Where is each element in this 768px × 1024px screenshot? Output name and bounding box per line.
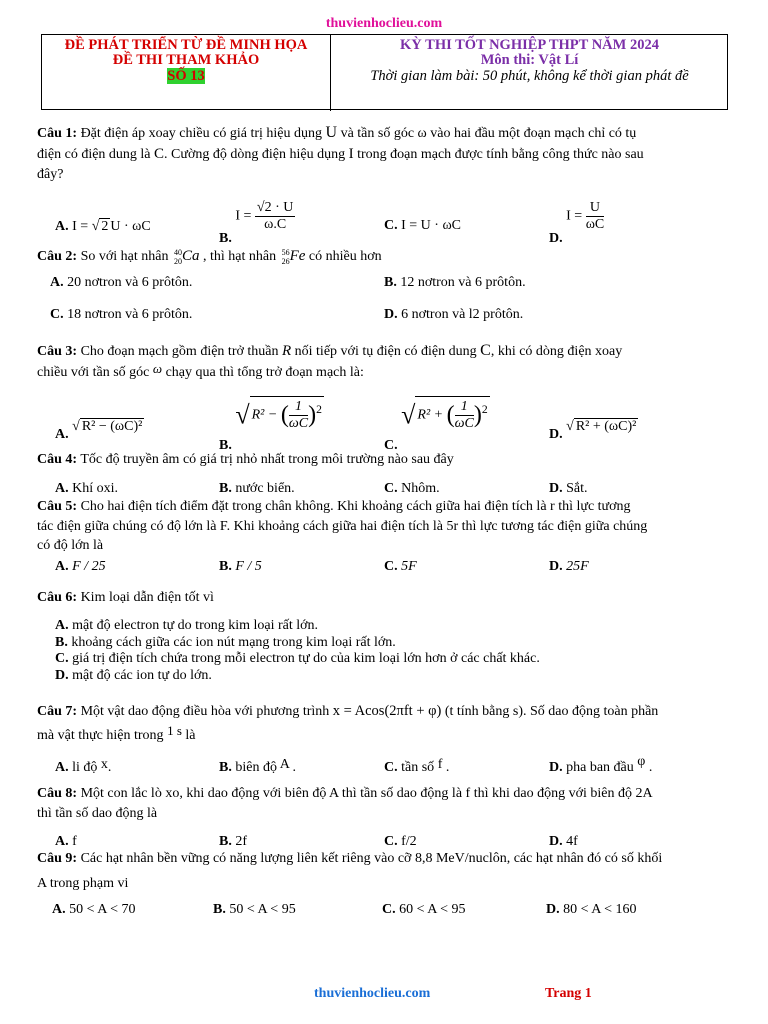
q3-option-d: D. √ R² + (ωC)²	[549, 419, 637, 442]
q7-line1: Câu 7: Một vật dao động điều hòa với phương trình x = Acos(2πft + φ) (t tính bằng s). Số dao động toàn phần	[37, 703, 659, 719]
q9-line1: Câu 9: Các hạt nhân bền vững có năng lượng liên kết riêng vào cỡ 8,8 MeV/nuclôn, các hạt nhân đó có số khối	[37, 851, 663, 866]
q5-option-d: D. 25F	[549, 559, 589, 574]
q1-line3: đây?	[37, 167, 64, 182]
q5-option-c: C. 5F	[384, 559, 417, 574]
q9-line2: A trong phạm vi	[37, 876, 129, 891]
q4-option-b: B. nước biển.	[219, 481, 295, 496]
q4-option-c: C. Nhôm.	[384, 481, 440, 496]
q3-option-a: A. √ R² − (ωC)²	[55, 419, 143, 442]
q1-option-a: A. I = √ 2 U · ωC	[55, 219, 151, 234]
q7-option-b: B. biên độ A .	[219, 757, 297, 775]
q1-line1: Câu 1: Đặt điện áp xoay chiều có giá trị hiệu dụng U và tần số góc ω vào hai đầu một đoạn mạch chỉ có tụ	[37, 124, 637, 141]
q8-option-a: A. f	[55, 834, 77, 849]
footer-site-link[interactable]: thuvienhoclieu.com	[314, 986, 431, 1001]
q3-option-c: C. √ R² + ( $\frac{1}{\omega C}$ )$^2$	[384, 396, 490, 432]
q9-option-a: A. 50 < A < 70	[52, 902, 136, 917]
q6-question: Câu 6: Kim loại dẫn điện tốt vì	[37, 590, 214, 605]
q6-option-c: C. giá trị điện tích chứa trong mỗi electron tự do của kim loại lớn hơn ở các chất khác.	[55, 651, 540, 666]
q7-option-c: C. tần số f .	[384, 757, 450, 775]
q7-option-d: D. pha ban đầu φ .	[549, 754, 653, 775]
site-watermark-top[interactable]: thuvienhoclieu.com	[325, 16, 443, 31]
header-subject: Môn thi: Vật Lí	[480, 52, 579, 68]
q2-option-b: B. 12 nơtron và 6 prôtôn.	[384, 275, 526, 290]
q1-option-d: D. I = $\frac{U}{\omega C}$	[549, 200, 605, 246]
q6-option-a: A. mật độ electron tự do trong kim loại rất lớn.	[55, 618, 319, 633]
q8-line2: thì tần số dao động là	[37, 806, 158, 821]
q8-option-d: D. 4f	[549, 834, 578, 849]
q1-option-b: B. I = $\frac{√2 \cdot U}{\omega.C}$	[219, 200, 294, 246]
q5-line3: có độ lớn là	[37, 538, 104, 553]
q1-line2: điện có điện dung là C. Cường độ dòng điện hiệu dụng I trong đoạn mạch được tính bằng công thức nào sau	[37, 146, 644, 162]
q8-option-b: B. 2f	[219, 834, 248, 849]
header-time-limit: Thời gian làm bài: 50 phút, không kể thời gian phát đề	[370, 68, 689, 84]
q7-option-a: A. li độ x.	[55, 757, 112, 775]
q2-option-c: C. 18 nơtron và 6 prôtôn.	[50, 307, 193, 322]
header-exam-title: KỲ THI TỐT NGHIỆP THPT NĂM 2024	[400, 37, 659, 53]
q3-line2: chiều với tần số góc ω chạy qua thì tổng trở đoạn mạch là:	[37, 361, 364, 380]
q4-question: Câu 4: Tốc độ truyền âm có giá trị nhỏ nhất trong môi trường nào sau đây	[37, 452, 454, 467]
q2-option-a: A. 20 nơtron và 6 prôtôn.	[50, 275, 193, 290]
q5-option-a: A. F / 25	[55, 559, 106, 574]
exam-header	[41, 34, 728, 110]
q9-option-b: B. 50 < A < 95	[213, 902, 296, 917]
q7-line2: mà vật thực hiện trong 1 s là	[37, 723, 196, 743]
q8-line1: Câu 8: Một con lắc lò xo, khi dao động với biên độ A thì tần số dao động là f thì khi dao động với biên độ 2A	[37, 786, 653, 801]
q6-option-d: D. mật độ các ion tự do lớn.	[55, 668, 212, 683]
q2-question: Câu 2: So với hạt nhân 40 20 Ca , thì hạt nhân 56 26 Fe có nhiều hơn	[37, 248, 382, 266]
q9-option-c: C. 60 < A < 95	[382, 902, 466, 917]
q5-option-b: B. F / 5	[219, 559, 262, 574]
q5-line1: Câu 5: Cho hai điện tích điểm đặt trong chân không. Khi khoảng cách giữa hai điện tích là r thì lực tương	[37, 499, 631, 514]
q1-option-c: C. I = U · ωC	[384, 218, 462, 233]
q3-option-b: B. √ R² − ( $\frac{1}{\omega C}$ )$^2$	[219, 396, 324, 432]
q3-line1: Câu 3: Cho đoạn mạch gồm điện trở thuần R nối tiếp với tụ điện có điện dung C, khi có dòng điện xoay	[37, 342, 623, 359]
header-source: ĐỀ PHÁT TRIỂN TỪ ĐỀ MINH HỌA	[64, 37, 308, 53]
header-exam-number: SỐ 13	[167, 68, 205, 84]
q8-option-c: C. f/2	[384, 834, 417, 849]
q2-option-d: D. 6 nơtron và l2 prôtôn.	[384, 307, 524, 322]
header-exam-type: ĐỀ THI THAM KHẢO	[112, 52, 260, 68]
q4-option-a: A. Khí oxi.	[55, 481, 119, 496]
q9-option-d: D. 80 < A < 160	[546, 902, 637, 917]
q5-line2: tác điện giữa chúng có độ lớn là F. Khi khoảng cách giữa hai điện tích là 5r thì lực tương tác điện giữa chúng	[37, 519, 648, 534]
footer-page-number: Trang 1	[545, 986, 592, 1001]
q6-option-b: B. khoảng cách giữa các ion nút mạng trong kim loại rất lớn.	[55, 635, 396, 650]
q4-option-d: D. Sắt.	[549, 481, 588, 496]
